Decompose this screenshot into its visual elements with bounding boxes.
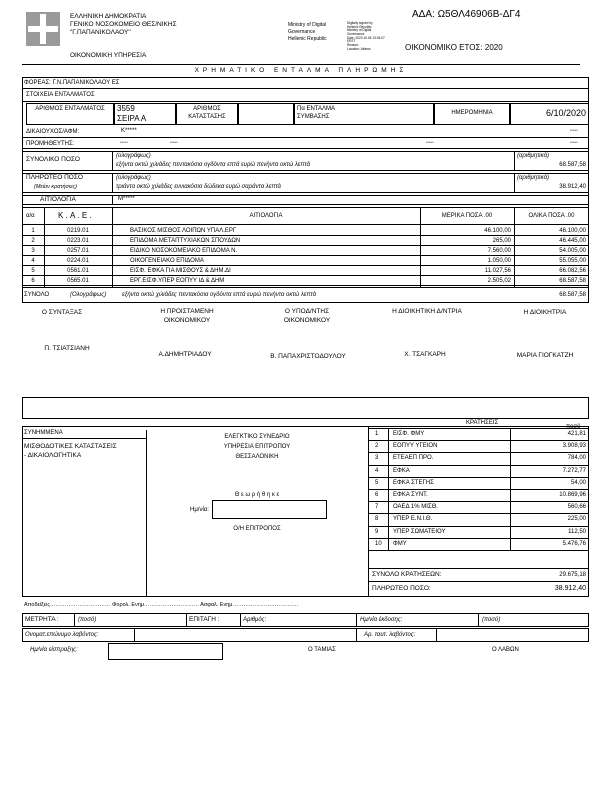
attachments-value: ΜΙΣΘΟΔΟΤΙΚΕΣ ΚΑΤΑΣΤΑΣΕΙΣ - ΔΙΚΑΙΟΛΟΓΗΤΙΚΑ <box>24 443 117 460</box>
kae-cell-partial: 46.100,00 <box>484 228 511 234</box>
kratiseis-row-divider <box>368 440 589 441</box>
ada-code: ΑΔΑ: Ω5ΘΛ46906Β-ΔΓ4 <box>412 9 521 20</box>
lavon-name-label: Ονοματ.επώνυμο λαβόντος: <box>25 632 99 638</box>
kae-cell-desc: ΕΙΔΙΚΟ ΝΟΣΟΚΟΜΕΙΑΚΟ ΕΠΙΔΟΜΑ Ν. <box>130 248 238 254</box>
kae-cell-total: 68.587,58 <box>559 278 586 284</box>
total-kratiseis-label: ΣΥΝΟΛΟ ΚΡΑΤΗΣΕΩΝ: <box>372 571 442 578</box>
kae-header-partial: ΜΕΡΙΚΑ ΠΟΣΑ .00 <box>441 213 493 219</box>
kratisi-value: 10.869,96 <box>559 492 586 498</box>
kratisi-label: ΟΑΕΔ 1% ΜΙΣΘ. <box>393 504 438 511</box>
kratisi-number: 6 <box>375 492 379 498</box>
kratisi-label: ΕΤΕΑΕΠ ΠΡΟ. <box>393 455 434 462</box>
audit-date-input[interactable] <box>212 500 327 519</box>
kratisi-label: ΥΠΕΡ ΣΩΜΑΤΕΙΟΥ <box>393 528 446 535</box>
kae-cell-kae: 0223.01 <box>67 238 89 244</box>
ministry-line-1: Ministry of Digital <box>288 22 327 28</box>
kratisi-number: 9 <box>375 528 379 535</box>
katastasis-label: ΑΡΙΘΜΟΣ ΚΑΤΑΣΤΑΣΗΣ <box>188 106 226 120</box>
name-tsiatsiani: Π. ΤΣΙΑΤΣΙΑΝΗ <box>44 345 90 352</box>
org-line-3: "Γ.ΠΑΠΑΝΙΚΟΛΑΟΥ" <box>70 29 131 36</box>
dikaiouxos-value: Κ***** <box>121 128 137 134</box>
symvasi-label: Πα ΕΝΤΑΛΜΑ ΣΥΜΒΑΣΗΣ <box>297 106 335 120</box>
kratiseis-row-divider <box>368 465 589 466</box>
name-tsagkari: Χ. ΤΣΑΓΚΑΡΗ <box>404 351 446 358</box>
kae-cell-desc: ΕΙΣΦ. ΕΦΚΑ ΓΙΑ ΜΙΣΘΟΥΣ & ΔΗΜ.ΔΙ <box>130 268 231 274</box>
digital-signature: Digitally signed by Hellenic Republic Ministry of Digital Governance Date: 2020.10.06 13:34:07 EEST Reason: Location: Athens <box>347 21 385 51</box>
kae-cell-partial: 2.505,02 <box>487 278 511 284</box>
kae-cell-aa: 1 <box>31 228 35 234</box>
foreas-label: ΦΟΡΕΑΣ: Γ.Ν.ΠΑΠΑΝΙΚΟΛΑΟΥ ΕΣ <box>24 80 120 86</box>
kae-cell-kae: 0257.01 <box>67 248 89 254</box>
kratisi-number: 10 <box>375 540 382 547</box>
aitiologia-label: ΑΙΤΙΟΛΟΓΙΑ <box>40 196 76 203</box>
footer-row-2 <box>22 628 589 642</box>
dikaiouxos-afm: ***** <box>570 128 578 133</box>
org-line-2: ΓΕΝΙΚΟ ΝΟΣΟΚΟΜΕΙΟ ΘΕΣ/ΝΙΚΗΣ <box>70 21 177 28</box>
pliroteo-words: τριάντα οκτώ χιλιάδες εννιακόσια δώδεκα ευρώ σαράντα λεπτά <box>116 184 281 190</box>
kae-header-total: ΟΛΙΚΑ ΠΟΣΑ .00 <box>528 213 575 219</box>
kratisi-value: 7.272,77 <box>562 467 586 474</box>
service-label: ΟΙΚΟΝΟΜΙΚΗ ΥΠΗΡΕΣΙΑ <box>70 52 147 59</box>
ekdosi-label: Ημ/νία έκδοσης: <box>360 617 403 623</box>
kae-cell-partial: 11.027,56 <box>484 268 511 274</box>
name-giogkatzi: ΜΑΡΙΑ ΓΙΟΓΚΑΤΖΗ <box>516 352 574 359</box>
footer-row-1 <box>22 613 589 627</box>
audit-line-1: ΕΛΕΓΚΤΙΚΟ ΣΥΝΕΔΡΙΟ <box>224 434 290 440</box>
date-value: 6/10/2020 <box>545 108 586 118</box>
role-syntaxas: Ο ΣΥΝΤΑΞΑΣ <box>41 309 83 316</box>
role-proistameni: Η ΠΡΟΙΣΤΑΜΕΝΗ ΟΙΚΟΝΟΜΙΚΟΥ <box>160 308 214 324</box>
kratisi-value: 225,00 <box>567 516 586 523</box>
kratisi-number: 5 <box>375 479 379 486</box>
kratisi-value: 784,00 <box>567 455 586 462</box>
kratiseis-row-divider <box>368 550 589 551</box>
footer-line-1: Αποδείξεις…………………………… Φορολ. Ενημ………………………… Ασφαλ. Ενημ……………………………… <box>24 602 299 608</box>
synoliko-num: 68.587,58 <box>559 162 586 168</box>
kratiseis-label: ΚΡΑΤΗΣΕΙΣ <box>466 420 499 426</box>
audit-line-2: ΥΠΗΡΕΣΙΑ ΕΠΙΤΡΟΠΟΥ <box>223 444 291 450</box>
name-dimitriadou: Α.ΔΗΜΗΤΡΙΑΔΟΥ <box>158 351 212 358</box>
role-dioikitiki: Η ΔΙΟΙΚΗΤΙΚΗ Δ/ΝΤΡΙΑ <box>392 308 462 315</box>
kratisi-number: 3 <box>375 455 379 462</box>
kratisi-label: ΕΦΚΑ ΣΥΝΤ. <box>393 492 428 498</box>
kratisi-value: 421,81 <box>567 431 586 437</box>
kae-header-desc: ΑΙΤΙΟΛΟΓΙΑ <box>249 213 283 219</box>
kratisi-value: 3.908,93 <box>562 443 586 450</box>
pliroteo-sub: (Μείον κρατήσεις) <box>34 184 77 190</box>
kae-row-divider <box>22 245 589 246</box>
pliroteo-num: 38.912,40 <box>559 184 586 190</box>
kratiseis-row-divider <box>368 501 589 502</box>
sum-words: εξήντα οκτώ χιλιάδες πεντακόσια ογδόντα επτά ευρώ πενήντα οκτώ λεπτά <box>122 292 317 298</box>
kratiseis-row-divider <box>368 477 589 478</box>
kratisi-number: 7 <box>375 504 379 511</box>
epitagi-arithmos: Αριθμός: <box>243 617 267 623</box>
sum-label: ΣΥΝΟΛΟ <box>24 292 50 298</box>
sum-words-label: (Ολογράφως) <box>70 292 107 298</box>
pliroteo-label: ΠΛΗΡΩΤΕΟ ΠΟΣΟ <box>26 174 83 181</box>
metrita-label: ΜΕΤΡΗΤΑ : <box>25 616 59 623</box>
katastasis-value-cell <box>238 103 294 125</box>
kae-row-divider <box>22 255 589 256</box>
kae-cell-total: 54.005,00 <box>559 248 586 254</box>
role-dioikitria: Η ΔΙΟΙΚΗΤΡΙΑ <box>523 309 567 316</box>
kratisi-label: ΕΙΣΦ. ΦΜΥ <box>393 431 425 437</box>
greek-emblem-icon <box>26 12 60 46</box>
sum-value: 68.587,58 <box>559 292 586 298</box>
pliroteo-num-label: (αριθμητικά) <box>517 175 549 181</box>
kae-cell-aa: 4 <box>31 258 35 264</box>
kae-header-aa: α/α <box>26 213 35 219</box>
kae-cell-kae: 0565.01 <box>67 278 89 284</box>
epitagi-poso: (ποσό) <box>482 617 501 623</box>
kratisi-value: 560,66 <box>567 504 586 511</box>
promitheftis-1: ***** <box>120 140 128 145</box>
kae-row-divider <box>22 235 589 236</box>
poso-label: ποσό <box>566 424 581 430</box>
kae-cell-kae: 0219.01 <box>67 228 89 234</box>
pliroteo-words-label: (ολογράφως) <box>116 175 151 181</box>
kratisi-value: 112,50 <box>568 528 586 535</box>
kratisi-value: 54,00 <box>570 479 586 486</box>
name-papachristodoulou: Β. ΠΑΠΑΧΡΙΣΤΟΔΟΥΛΟΥ <box>270 353 346 360</box>
theorithike-label: Θ ε ω ρ ή θ η κ ε <box>234 492 280 498</box>
total-kratiseis-value: 29.675,18 <box>559 572 586 578</box>
synoliko-num-label: (αριθμητικά) <box>517 153 549 159</box>
kae-cell-partial: 7.560,00 <box>487 248 511 254</box>
kratiseis-row-divider <box>368 538 589 539</box>
kae-cell-aa: 6 <box>31 278 35 284</box>
pliroteo-poso-value: 38.912,40 <box>554 585 586 592</box>
pliroteo-poso-label: ΠΛΗΡΩΤΕΟ ΠΟΣΟ: <box>372 585 431 592</box>
kratisi-label: ΕΦΚΑ <box>393 467 410 474</box>
kae-cell-aa: 5 <box>31 268 35 274</box>
kae-row-divider <box>22 275 589 276</box>
aitiologia-row <box>22 195 589 205</box>
kae-row-divider <box>22 265 589 266</box>
kratiseis-row-divider <box>368 452 589 453</box>
metrita-poso: (ποσό) <box>78 617 97 623</box>
kae-cell-desc: ΒΑΣΙΚΟΣ ΜΙΣΘΟΣ ΛΟΙΠΩΝ ΥΠΑΛ.ΕΡΓ <box>130 228 237 234</box>
fiscal-year: ΟΙΚΟΝΟΜΙΚΟ ΕΤΟΣ: 2020 <box>405 43 503 52</box>
synoliko-words: εξήντα οκτώ χιλιάδες πεντακόσια ογδόντα επτά ευρώ πενήντα οκτώ λεπτά <box>116 162 311 168</box>
kae-header-kae: Κ.Α.Ε. <box>58 211 94 220</box>
kae-cell-kae: 0561.01 <box>67 268 89 274</box>
kae-cell-total: 55.055,00 <box>559 258 586 264</box>
audit-line-3: ΘΕΣΣΑΛΟΝΙΚΗ <box>235 454 279 460</box>
synoliko-words-label: (ολογράφως) <box>116 153 151 159</box>
tamias-label: Ο ΤΑΜΙΑΣ <box>308 647 336 653</box>
synoliko-row <box>22 151 589 171</box>
kratiseis-row-divider <box>368 513 589 514</box>
document-title: ΧΡΗΜΑΤΙΚΟ ΕΝΤΑΛΜΑ ΠΛΗΡΩΜΗΣ <box>194 67 408 74</box>
arithmos-label: ΑΡΙΘΜΟΣ ΕΝΤΑΛΜΑΤΟΣ <box>35 106 105 112</box>
kae-cell-total: 66.082,56 <box>559 268 586 274</box>
kratisi-number: 1 <box>375 431 379 437</box>
ministry-line-2: Governance <box>288 29 316 35</box>
kae-cell-aa: 2 <box>31 238 35 244</box>
section-label: ΣΤΟΙΧΕΙΑ ΕΝΤΑΛΜΑΤΟΣ <box>26 92 95 98</box>
promitheftis-3: ***** <box>426 140 434 145</box>
pliroteo-row <box>22 173 589 193</box>
epitropos-label: Ο/Η ΕΠΙΤΡΟΠΟΣ <box>233 526 281 532</box>
kae-cell-aa: 3 <box>31 248 35 254</box>
synoliko-label: ΣΥΝΟΛΙΚΟ ΠΟΣΟ <box>26 156 80 163</box>
aitiologia-value: Μ***** <box>118 196 135 202</box>
seira-value: ΣΕΙΡΑ Α <box>117 114 147 123</box>
eispraxi-label: Ημ/νία είσπραξης: <box>30 647 78 653</box>
promitheftis-2: ***** <box>170 140 178 145</box>
kae-cell-total: 46.100,00 <box>559 228 586 234</box>
blank-bar <box>22 397 589 419</box>
kratisi-label: ΦΜΥ <box>393 540 407 547</box>
kae-cell-desc: ΕΠΙΔΟΜΑ ΜΕΤΑΠΤΥΧΙΑΚΩΝ ΣΠΟΥΔΩΝ <box>130 238 241 244</box>
attachments-label: ΣΥΝΗΜΜΕΝΑ <box>24 430 63 436</box>
kratiseis-row-divider <box>368 526 589 527</box>
kratisi-value: 5.476,76 <box>562 540 586 547</box>
kae-cell-partial: 1.050,00 <box>487 258 511 264</box>
date-label: ΗΜΕΡΟΜΗΝΙΑ <box>451 110 493 116</box>
kratisi-number: 4 <box>375 467 379 474</box>
epitagi-label: ΕΠΙΤΑΓΗ : <box>189 616 220 623</box>
audit-date-label: Ημ/νία: <box>190 507 209 513</box>
kae-cell-desc: ΟΙΚΟΓΕΝΕΙΑΚΟ ΕΠΙΔΟΜΑ <box>130 258 204 264</box>
kratisi-number: 2 <box>375 443 379 450</box>
kratisi-label: ΕΟΠΥΥ ΥΓΕΙΟΝ <box>393 443 438 450</box>
eispraxi-date-input[interactable] <box>108 643 223 660</box>
ministry-line-3: Hellenic Republic <box>288 36 327 42</box>
kratisi-label: ΥΠΕΡ Ε.Ν.Ι.Θ. <box>393 516 433 523</box>
kratiseis-row-divider <box>368 489 589 490</box>
promitheftis-4: ***** <box>570 140 578 145</box>
org-line-1: ΕΛΛΗΝΙΚΗ ΔΗΜΟΚΡΑΤΙΑ <box>70 13 147 20</box>
kae-cell-total: 46.445,00 <box>559 238 586 244</box>
kae-cell-kae: 0224.01 <box>67 258 89 264</box>
role-ypodntis: Ο ΥΠΟΔ/ΝΤΗΣ ΟΙΚΟΝΟΜΙΚΟΥ <box>283 308 331 324</box>
arithmos-value: 3559 <box>117 104 135 113</box>
kratisi-label: ΕΦΚΑ ΣΤΕΓΗΣ <box>393 479 434 486</box>
promitheftis-label: ΠΡΟΜΗΘΕΥΤΗΣ: <box>26 141 75 147</box>
kae-cell-partial: 265,00 <box>492 238 511 244</box>
dikaiouxos-label: ΔΙΚΑΙΟΥΧΟΣ/ΑΦΜ: <box>26 129 80 135</box>
lavon-id-label: Αρ. ταυτ. λαβόντος: <box>364 632 416 638</box>
kratisi-number: 8 <box>375 516 379 523</box>
kratiseis-row-divider <box>368 428 589 429</box>
lavon-label: Ο ΛΑΒΩΝ <box>492 647 519 653</box>
kae-row-divider <box>22 285 589 286</box>
kae-cell-desc: ΕΡΓ.ΕΙΣΦ.ΥΠΕΡ ΕΟΠΥΥ ΙΔ & ΔΗΜ <box>130 278 225 284</box>
